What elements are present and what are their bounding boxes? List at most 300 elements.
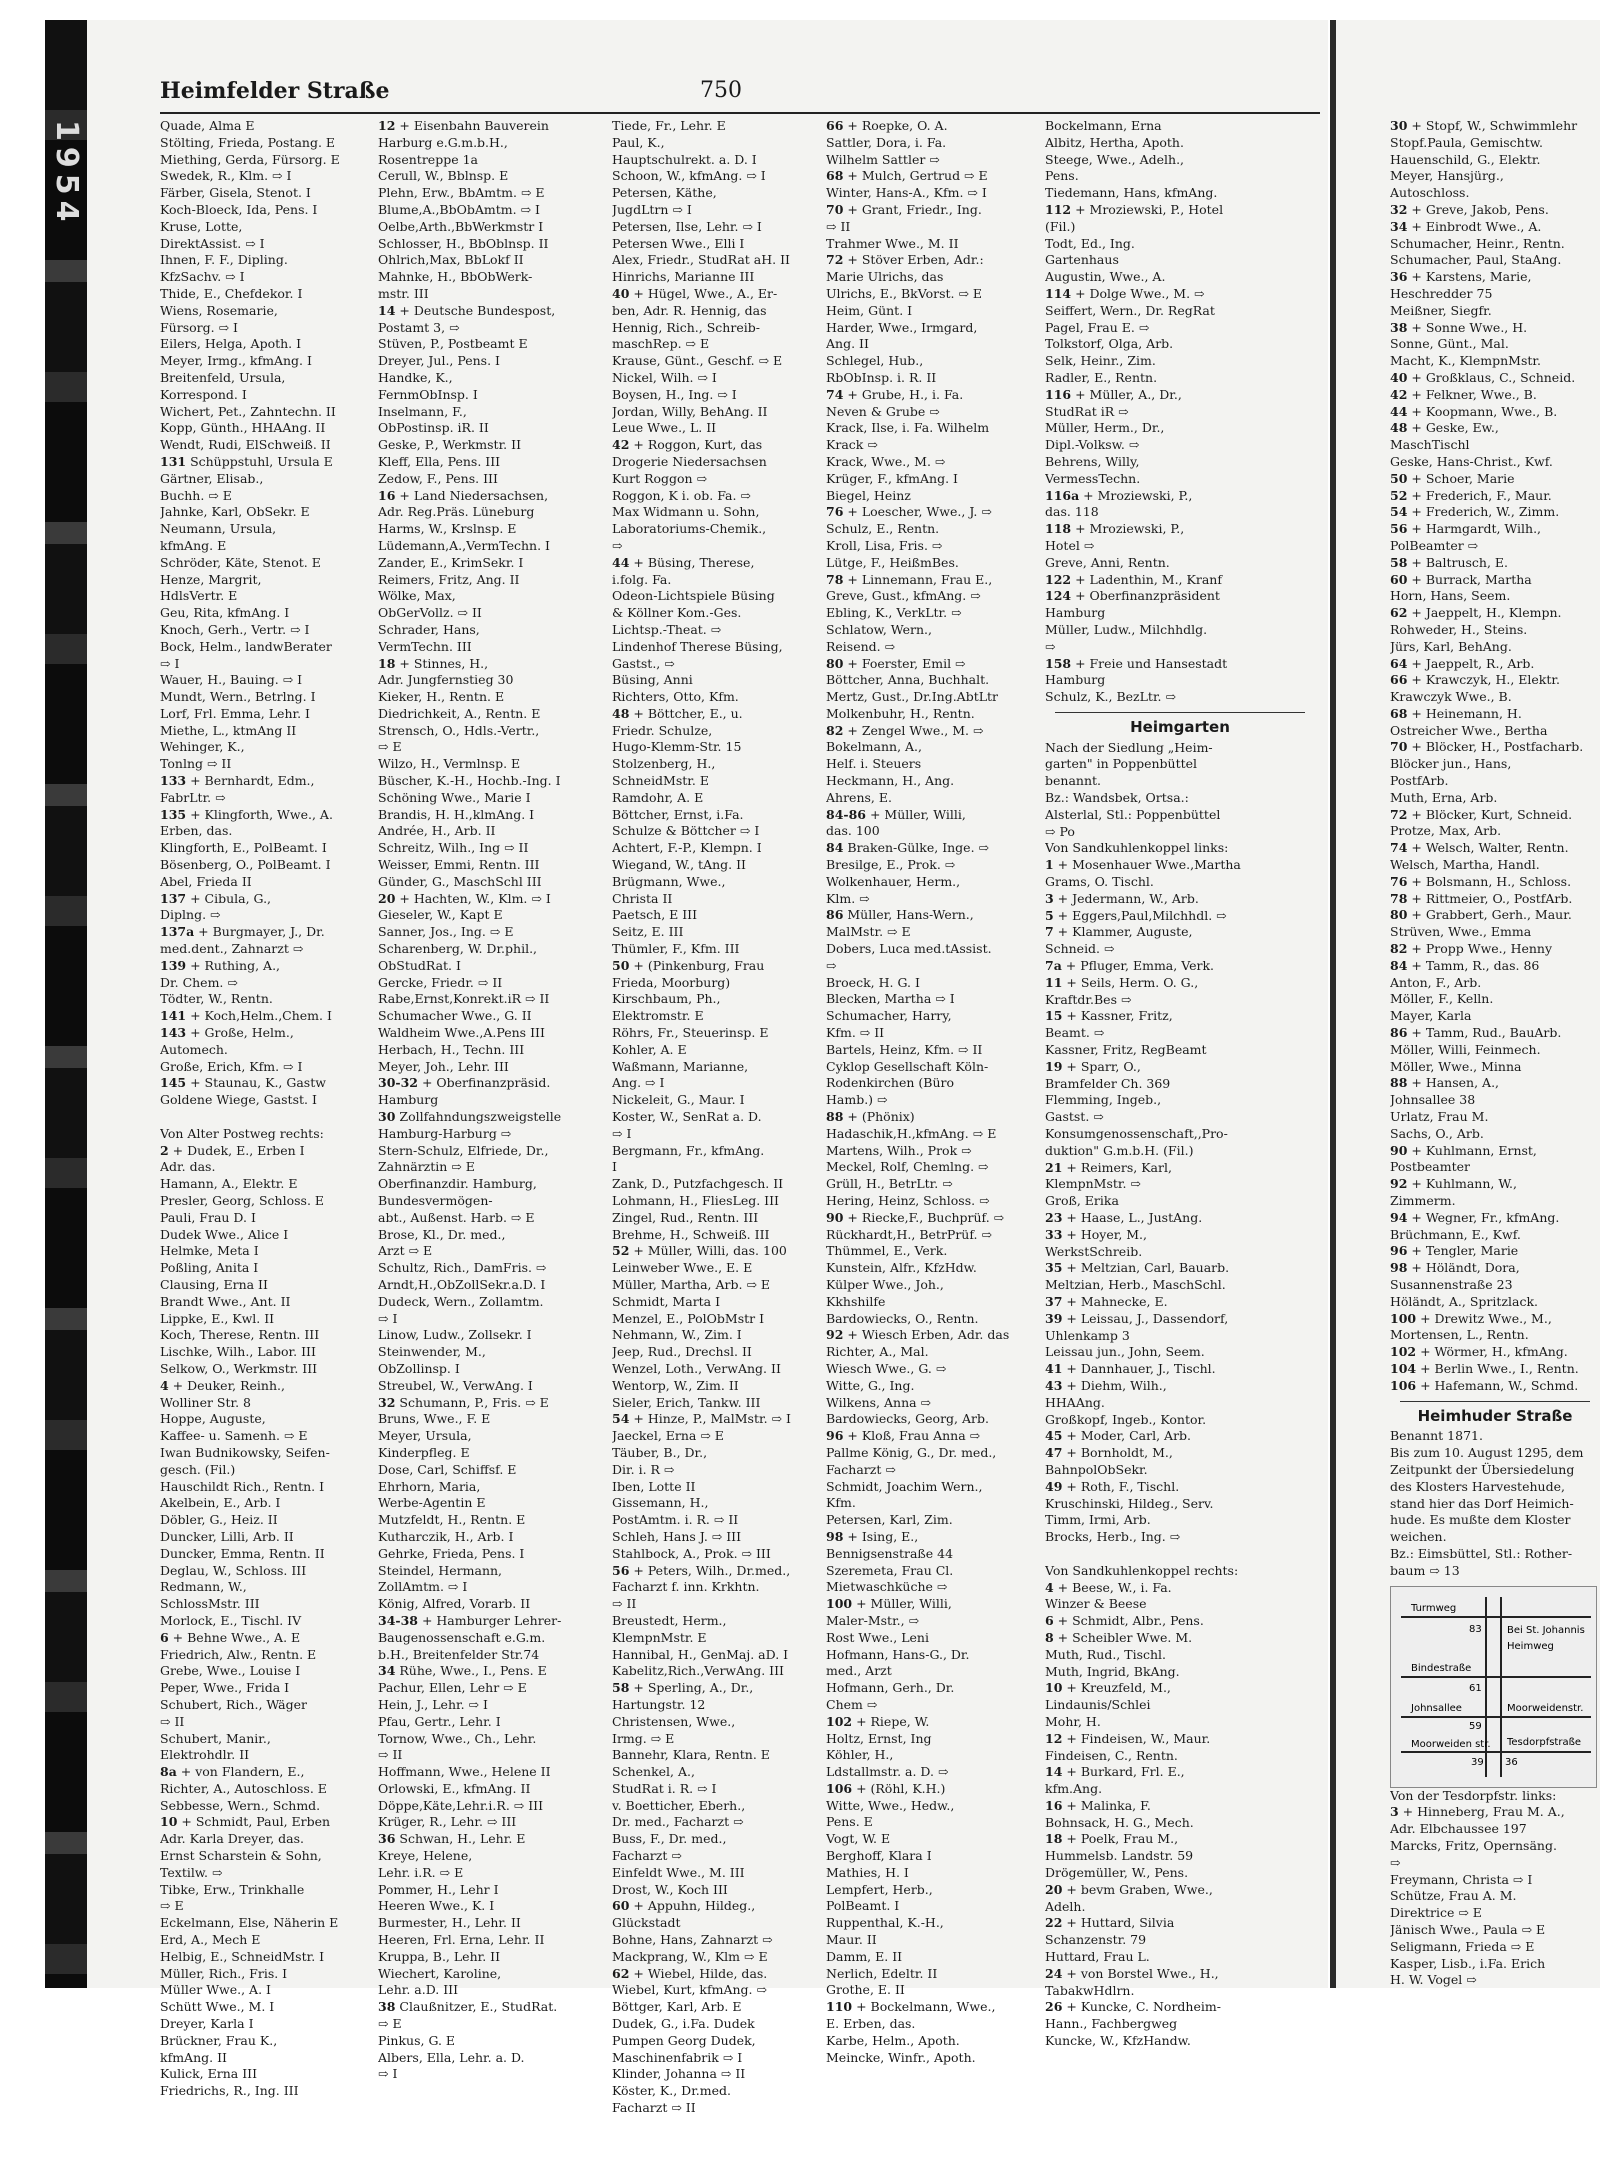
directory-entry: Facharzt f. inn. Krkhtn. — [612, 1579, 760, 1595]
directory-entry: 58 + Baltrusch, E. — [1390, 554, 1509, 570]
directory-entry: Breustedt, Herm., — [612, 1612, 727, 1628]
directory-entry: 32 + Greve, Jakob, Pens. — [1390, 201, 1549, 217]
directory-entry: Brandis, H. H.,klmAng. I — [378, 806, 535, 822]
directory-entry: Schlosser, H., BbOblnsp. II — [378, 235, 549, 251]
directory-entry: Kraftdr.Bes ⇨ — [1045, 991, 1132, 1007]
directory-entry: Direktrice ⇨ E — [1390, 1905, 1482, 1921]
directory-entry: Meyer, Joh., Lehr. III — [378, 1058, 509, 1074]
directory-entry: FabrLtr. ⇨ — [160, 789, 226, 805]
directory-entry: 62 + Wiebel, Hilde, das. — [612, 1965, 768, 1981]
directory-entry: I — [612, 1159, 617, 1175]
directory-entry: Neven & Grube ⇨ — [826, 403, 940, 419]
directory-entry: Schumacher Wwe., G. II — [378, 1008, 532, 1024]
directory-entry: Weisser, Emmi, Rentn. III — [378, 857, 540, 873]
directory-entry: Martens, Wilh., Prok ⇨ — [826, 1142, 972, 1158]
directory-entry: Hamb.) ⇨ — [826, 1092, 888, 1108]
directory-entry: Hoffmann, Wwe., Helene II — [378, 1764, 551, 1780]
directory-entry: Autoschloss. — [1390, 185, 1470, 201]
directory-entry: Swedek, R., Klm. ⇨ I — [160, 168, 292, 184]
map-house-number: 39 — [1471, 1756, 1484, 1768]
directory-entry: Hartungstr. 12 — [612, 1696, 706, 1712]
directory-entry: Gastst. ⇨ — [1045, 1109, 1104, 1125]
directory-entry: 43 + Diehm, Wilh., — [1045, 1377, 1167, 1393]
directory-entry: 106 + (Röhl, K.H.) — [826, 1780, 946, 1796]
directory-entry: Von Sandkuhlenkoppel links: — [1045, 840, 1229, 856]
directory-entry: Muth, Ingrid, BkAng. — [1045, 1663, 1180, 1679]
directory-entry: ⇨ — [1045, 638, 1056, 654]
directory-entry: Streubel, W., VerwAng. I — [378, 1377, 533, 1393]
directory-entry: b.H., Breitenfelder Str.74 — [378, 1646, 540, 1662]
directory-entry: garten" in Poppenbüttel — [1045, 756, 1198, 772]
directory-entry: 23 + Haase, L., JustAng. — [1045, 1210, 1203, 1225]
directory-entry: Linow, Ludw., Zollsekr. I — [378, 1327, 532, 1343]
directory-entry: Protze, Max, Arb. — [1390, 823, 1502, 839]
directory-entry: StudRat iR ⇨ — [1045, 403, 1129, 419]
directory-entry: Paetsch, E III — [612, 907, 698, 923]
directory-entry: Ihnen, F. F., Dipling. — [160, 252, 288, 268]
directory-entry: gesch. (Fil.) — [160, 1461, 236, 1477]
directory-entry: Radler, E., Rentn. — [1045, 369, 1158, 385]
directory-entry: Schulz, E., Rentn. — [826, 521, 940, 537]
directory-entry: Einfeldt Wwe., M. III — [612, 1864, 745, 1880]
directory-entry: Richter, A., Autoschloss. E — [160, 1780, 327, 1796]
directory-entry: Brehme, H., Schweiß. III — [612, 1226, 770, 1242]
directory-entry: Böttcher, Ernst, i.Fa. — [612, 806, 744, 822]
directory-entry: ObZollinsp. I — [378, 1360, 460, 1376]
directory-entry: 116 + Müller, A., Dr., — [1045, 386, 1182, 402]
directory-entry: Maschinenfabrik ⇨ I — [612, 2049, 743, 2065]
directory-entry: Höländt, A., Spritzlack. — [1390, 1293, 1538, 1309]
directory-entry: Lichtsp.-Theat. ⇨ — [612, 621, 722, 637]
directory-entry: 52 + Müller, Willi, das. 100 — [612, 1243, 787, 1259]
directory-entry: Kohler, A. E — [612, 1041, 687, 1057]
directory-entry: Bardowiecks, Georg, Arb. — [826, 1411, 989, 1427]
directory-entry: Erben, das. — [160, 823, 233, 839]
directory-entry: Bz.: Eimsbüttel, Stl.: Rother- — [1390, 1545, 1573, 1561]
directory-entry: Ramdohr, A. E — [612, 789, 704, 805]
directory-entry: Lippke, E., Kwl. II — [160, 1310, 275, 1326]
directory-entry: Jeep, Rud., Drechsl. II — [612, 1344, 752, 1360]
directory-entry: Mahnke, H., BbObWerk- — [378, 269, 533, 285]
directory-entry: Petersen, Käthe, — [612, 185, 717, 201]
directory-entry: Wolkenhauer, Herm., — [826, 873, 961, 889]
directory-entry: weichen. — [1390, 1529, 1447, 1545]
directory-entry: RbObInsp. i. R. II — [826, 369, 937, 385]
directory-entry: SchneidMstr. E — [612, 773, 709, 789]
directory-entry: Kassner, Fritz, RegBeamt — [1045, 1042, 1207, 1058]
directory-entry: 133 + Bernhardt, Edm., — [160, 773, 315, 789]
directory-entry: Nickeleit, G., Maur. I — [612, 1092, 745, 1108]
directory-entry: ⇨ I — [378, 2066, 398, 2082]
directory-entry: Lohmann, H., FliesLeg. III — [612, 1193, 779, 1208]
directory-entry: Müller Wwe., A. I — [160, 1982, 271, 1998]
directory-entry: Diplng. ⇨ — [160, 907, 221, 923]
directory-entry: Duncker, Lilli, Arb. II — [160, 1528, 294, 1544]
directory-entry: Scharenberg, W. Dr.phil., — [378, 941, 538, 957]
directory-entry: Klinder, Johanna ⇨ II — [612, 2066, 746, 2082]
directory-entry: Gercke, Friedr. ⇨ II — [378, 974, 503, 990]
directory-entry: Nerlich, Edeltr. II — [826, 1965, 938, 1981]
directory-entry: Drost, W., Koch III — [612, 1881, 728, 1897]
directory-entry: Böttcher, Anna, Buchhalt. — [826, 672, 990, 688]
directory-entry: Bramfelder Ch. 369 — [1045, 1075, 1171, 1091]
directory-entry: 92 + Kuhlmann, W., — [1390, 1176, 1517, 1192]
directory-entry: Kfm. — [826, 1495, 856, 1511]
directory-entry: Röhrs, Fr., Steuerinsp. E — [612, 1025, 769, 1041]
directory-entry: Zeitpunkt der Übersiedelung — [1390, 1461, 1575, 1477]
directory-entry: Blöcker jun., Hans, — [1390, 756, 1512, 772]
directory-entry: 12 + Eisenbahn Bauverein — [378, 118, 549, 133]
directory-entry: Albers, Ella, Lehr. a. D. — [378, 2049, 525, 2065]
directory-entry: Koster, W., SenRat a. D. — [612, 1109, 762, 1125]
directory-entry: WerkstSchreib. — [1045, 1243, 1143, 1259]
directory-entry: Heschredder 75 — [1390, 285, 1493, 301]
directory-entry: Strüven, Wwe., Emma — [1390, 924, 1532, 940]
directory-entry: Fürsorg. ⇨ I — [160, 319, 238, 335]
directory-entry: 52 + Frederich, F., Maur. — [1390, 487, 1552, 503]
directory-entry: Müller, Ludw., Milchhdlg. — [1045, 621, 1208, 637]
directory-entry: Leinweber Wwe., E. E — [612, 1260, 753, 1276]
directory-entry: SchlossMstr. III — [160, 1596, 260, 1612]
directory-entry: Rückhardt,H., BetrPrüf. ⇨ — [826, 1226, 992, 1242]
directory-entry: Köster, K., Dr.med. — [612, 2083, 731, 2099]
directory-entry: Mundt, Wern., Betrlng. I — [160, 689, 316, 705]
directory-entry: Adr. Reg.Präs. Lüneburg — [378, 504, 535, 520]
directory-entry: 6 + Schmidt, Albr., Pens. — [1045, 1613, 1204, 1629]
directory-entry: Müller, Rich., Fris. I — [160, 1965, 288, 1981]
directory-entry: Hauptschulrekt. a. D. I — [612, 151, 757, 167]
directory-entry: Krüger, R., Lehr. ⇨ III — [378, 1814, 517, 1830]
directory-entry: Ostreicher Wwe., Bertha — [1390, 722, 1548, 738]
directory-entry: Pallme König, G., Dr. med., — [826, 1444, 997, 1460]
directory-entry: 41 + Dannhauer, J., Tischl. — [1045, 1361, 1216, 1377]
directory-entry: Sonne, Günt., Mal. — [1390, 336, 1509, 352]
directory-entry: 49 + Roth, F., Tischl. — [1045, 1478, 1180, 1494]
directory-entry: Lindaunis/Schlei — [1045, 1697, 1151, 1713]
directory-entry: Schumacher, Harry, — [826, 1008, 952, 1024]
directory-entry: Iben, Lotte II — [612, 1478, 696, 1494]
directory-entry: Kleff, Ella, Pens. III — [378, 453, 501, 469]
directory-entry: KlempnMstr. E — [612, 1629, 707, 1645]
directory-entry: Albitz, Hertha, Apoth. — [1045, 134, 1184, 150]
directory-entry: Lütge, F., HeißmBes. — [826, 554, 959, 570]
directory-entry: Flemming, Ingeb., — [1045, 1092, 1162, 1108]
directory-entry: Kurt Roggon ⇨ — [612, 470, 708, 486]
map-street-label: Bindestraße — [1411, 1662, 1472, 1674]
directory-entry: Hann., Fachbergweg — [1045, 2016, 1178, 2032]
directory-entry: 26 + Kuncke, C. Nordheim- — [1045, 1999, 1221, 2015]
directory-entry: 36 Schwan, H., Lehr. E — [378, 1831, 526, 1847]
directory-entry: Hamann, A., Elektr. E — [160, 1176, 298, 1192]
directory-entry: Automech. — [160, 1041, 228, 1057]
directory-entry: Bergmann, Fr., kfmAng. — [612, 1142, 765, 1158]
directory-entry: Adelh. — [1045, 1898, 1086, 1914]
directory-entry: Welsch, Martha, Handl. — [1390, 857, 1540, 873]
directory-entry: das. 100 — [826, 823, 880, 839]
directory-entry: 88 + (Phönix) — [826, 1109, 915, 1125]
directory-entry: HdlsVertr. E — [160, 588, 238, 604]
directory-entry: Bennigsenstraße 44 — [826, 1545, 954, 1561]
directory-entry: Wehinger, K., — [160, 739, 245, 755]
directory-entry: Adr. Karla Dreyer, das. — [160, 1831, 305, 1847]
directory-entry: Jahnke, Karl, ObSekr. E — [160, 504, 310, 520]
directory-entry: Sattler, Dora, i. Fa. — [826, 134, 947, 150]
directory-entry: Hamburg — [1045, 605, 1106, 621]
directory-entry: 60 + Appuhn, Hildeg., — [612, 1898, 756, 1914]
directory-entry: Schumacher, Paul, StaAng. — [1390, 252, 1562, 268]
directory-entry: Hoppe, Auguste, — [160, 1411, 266, 1427]
map-street-label: Turmweg — [1411, 1602, 1457, 1614]
directory-entry: 19 + Sparr, O., — [1045, 1058, 1141, 1074]
directory-entry: ⇨ I — [612, 1125, 632, 1141]
directory-entry: Gastst., ⇨ — [612, 655, 675, 671]
directory-entry — [1045, 1546, 1315, 1563]
directory-entry: Miethe, L., ktmAng II — [160, 722, 297, 738]
directory-entry: Meckel, Rolf, Chemlng. ⇨ — [826, 1159, 989, 1175]
directory-entry: Brocks, Herb., Ing. ⇨ — [1045, 1529, 1181, 1545]
directory-entry: Grüll, H., BetrLtr. ⇨ — [826, 1176, 953, 1192]
directory-entry: Bartels, Heinz, Kfm. ⇨ II — [826, 1041, 983, 1057]
directory-entry: 8 + Scheibler Wwe. M. — [1045, 1629, 1193, 1645]
directory-entry: Ldstallmstr. a. D. ⇨ — [826, 1764, 949, 1780]
directory-entry: StudRat i. R. ⇨ I — [612, 1780, 717, 1796]
directory-entry: Heeren, Frl. Erna, Lehr. II — [378, 1932, 545, 1948]
directory-entry: 106 + Hafemann, W., Schmd. — [1390, 1377, 1579, 1393]
directory-entry: Meyer, Ursula, — [378, 1428, 472, 1444]
directory-entry: Hofmann, Hans-G., Dr. — [826, 1646, 970, 1662]
directory-entry: VermTechn. III — [378, 638, 472, 654]
directory-entry: Schleh, Hans J. ⇨ III — [612, 1528, 742, 1544]
directory-entry: Huttard, Frau L. — [1045, 1949, 1150, 1965]
directory-entry: Vogt, W. E — [826, 1831, 891, 1847]
directory-entry: Krack, Wwe., M. ⇨ — [826, 453, 946, 469]
directory-entry: Wauer, H., Bauing. ⇨ I — [160, 672, 303, 688]
directory-entry: Sieler, Erich, Tankw. III — [612, 1394, 761, 1410]
directory-entry: Dose, Carl, Schiffsf. E — [378, 1461, 517, 1477]
directory-entry: Büscher, K.-H., Hochb.-Ing. I — [378, 773, 561, 789]
directory-entry: Pinkus, G. E — [378, 2032, 456, 2048]
directory-entry: Pens. — [1045, 168, 1079, 184]
directory-entry: 42 + Roggon, Kurt, das — [612, 437, 763, 453]
directory-entry: Schrader, Hans, — [378, 621, 480, 637]
directory-entry: Döppe,Käte,Lehr.i.R. ⇨ III — [378, 1797, 544, 1813]
directory-entry: Bokelmann, A., — [826, 739, 923, 755]
directory-entry: Winzer & Beese — [1045, 1596, 1147, 1612]
directory-entry: Rodenkirchen (Büro — [826, 1075, 955, 1091]
directory-entry: Gehrke, Frieda, Pens. I — [378, 1545, 525, 1561]
directory-entry: v. Boetticher, Eberh., — [612, 1797, 746, 1813]
directory-entry: Ruppenthal, K.-H., — [826, 1915, 944, 1931]
directory-entry: Ohlrich,Max, BbLokf II — [378, 252, 524, 268]
directory-entry: ⇨ I — [160, 655, 180, 671]
directory-entry: Harburg e.G.m.b.H., — [378, 134, 508, 150]
directory-entry: Arzt ⇨ E — [378, 1243, 433, 1259]
directory-entry: Neumann, Ursula, — [160, 521, 277, 537]
directory-entry: Marie Ulrichs, das — [826, 269, 944, 285]
directory-entry: Maur. II — [826, 1932, 877, 1948]
directory-entry: Stüven, P., Postbeamt E — [378, 336, 528, 352]
directory-entry: Goldene Wiege, Gastst. I — [160, 1092, 317, 1108]
directory-entry: Helbig, E., SchneidMstr. I — [160, 1948, 325, 1964]
directory-entry: 72 + Blöcker, Kurt, Schneid. — [1390, 806, 1573, 822]
directory-entry: 84 + Tamm, R., das. 86 — [1390, 957, 1540, 973]
map-street-label: Tesdorpfstraße — [1507, 1736, 1582, 1748]
directory-entry: Bresilge, E., Prok. ⇨ — [826, 857, 956, 873]
directory-entry: 68 + Heinemann, H. — [1390, 705, 1522, 721]
directory-entry: Stopf.Paula, Gemischtw. — [1390, 134, 1543, 150]
page-header — [160, 76, 1320, 114]
directory-entry: ⇨ II — [160, 1713, 185, 1729]
directory-entry: Molkenbuhr, H., Rentn. — [826, 705, 975, 721]
directory-entry: Hinrichs, Marianne III — [612, 269, 755, 285]
directory-entry: 80 + Foerster, Emil ⇨ — [826, 655, 966, 671]
directory-entry: 34 + Einbrodt Wwe., A. — [1390, 218, 1542, 234]
directory-entry: Schenkel, A., — [612, 1764, 695, 1780]
directory-entry: Wilzo, H., Vermlnsp. E — [378, 756, 521, 772]
directory-entry — [160, 1109, 370, 1126]
directory-entry: Henze, Margrit, — [160, 571, 262, 587]
directory-entry: 39 + Leissau, J., Dassendorf, — [1045, 1310, 1229, 1326]
directory-entry: TabakwHdlrn. — [1045, 1982, 1135, 1998]
street-map — [1390, 1586, 1597, 1788]
map-house-number: 61 — [1469, 1682, 1482, 1694]
directory-entry: 137a + Burgmayer, J., Dr. — [160, 924, 325, 940]
directory-entry: Irmg. ⇨ E — [612, 1730, 675, 1746]
directory-entry: Krack ⇨ — [826, 437, 878, 453]
directory-entry: (Fil.) — [1045, 218, 1076, 234]
directory-entry: Lindenhof Therese Büsing, — [612, 638, 783, 654]
directory-entry: Broeck, H. G. I — [826, 974, 920, 990]
directory-entry: Kinderpfleg. E — [378, 1444, 470, 1460]
directory-entry: 96 + Tengler, Marie — [1390, 1243, 1519, 1259]
directory-entry: 86 + Tamm, Rud., BauArb. — [1390, 1025, 1562, 1041]
directory-entry: Susannenstraße 23 — [1390, 1276, 1513, 1292]
directory-entry: Pommer, H., Lehr I — [378, 1881, 499, 1897]
directory-entry: Lischke, Wilh., Labor. III — [160, 1344, 316, 1360]
directory-entry: mstr. III — [378, 285, 429, 301]
directory-entry: Hering, Heinz, Schloss. ⇨ — [826, 1193, 990, 1208]
directory-entry: Findeisen, C., Rentn. — [1045, 1747, 1178, 1763]
directory-entry: Korrespond. I — [160, 386, 247, 402]
directory-entry: Holtz, Ernst, Ing — [826, 1730, 932, 1746]
directory-entry: 74 + Welsch, Walter, Rentn. — [1390, 840, 1569, 856]
directory-entry: Wendt, Rudi, ElSchweiß. II — [160, 437, 331, 453]
directory-entry: Alex, Friedr., StudRat aH. II — [612, 252, 790, 268]
directory-entry: Menzel, E., PolObMstr I — [612, 1310, 765, 1326]
directory-entry: Wiegand, W., tAng. II — [612, 857, 746, 873]
directory-entry: ⇨ E — [378, 2016, 402, 2032]
directory-entry: Dudek, G., i.Fa. Dudek — [612, 2016, 755, 2032]
directory-entry: ⇨ II — [826, 218, 851, 234]
directory-entry: 47 + Bornholdt, M., — [1045, 1445, 1173, 1461]
directory-entry: Todt, Ed., Ing. — [1045, 235, 1135, 251]
directory-entry: Külper Wwe., Joh., — [826, 1276, 944, 1292]
directory-entry: Tornow, Wwe., Ch., Lehr. — [378, 1730, 537, 1746]
section-heading: Heimgarten — [1130, 717, 1230, 736]
directory-entry: Dr. med., Facharzt ⇨ — [612, 1814, 744, 1830]
directory-entry: Jaeckel, Erna ⇨ E — [612, 1428, 724, 1444]
directory-entry: Marcks, Fritz, Opernsäng. — [1390, 1837, 1557, 1853]
directory-entry: ObStudRat. I — [378, 957, 461, 973]
directory-entry: Presler, Georg, Schloss. E — [160, 1193, 325, 1208]
directory-entry: Brückner, Frau K., — [160, 2032, 278, 2048]
directory-entry: ⇨ II — [378, 1747, 403, 1763]
directory-entry: Waßmann, Marianne, — [612, 1058, 749, 1074]
directory-entry: Poßling, Anita I — [160, 1260, 259, 1276]
directory-entry: Hadaschik,H.,kfmAng. ⇨ E — [826, 1125, 997, 1141]
directory-entry: Büsing, Anni — [612, 672, 693, 688]
directory-entry: Meyer, Hansjürg., — [1390, 168, 1504, 184]
directory-entry: Schütt Wwe., M. I — [160, 1999, 275, 2015]
directory-entry: 37 + Mahnecke, E. — [1045, 1293, 1168, 1309]
directory-entry: 36 + Karstens, Marie, — [1390, 269, 1532, 285]
directory-entry: Bruns, Wwe., F. E — [378, 1411, 491, 1427]
directory-entry: abt., Außenst. Harb. ⇨ E — [378, 1209, 535, 1225]
directory-entry: 2 + Dudek, E., Erben I — [160, 1142, 305, 1158]
directory-entry: Dobers, Luca med.tAssist. — [826, 941, 992, 957]
directory-entry: Glückstadt — [612, 1915, 681, 1931]
directory-entry: Arndt,H.,ObZollSekr.a.D. I — [378, 1276, 546, 1292]
directory-entry: 44 + Büsing, Therese, — [612, 554, 755, 570]
directory-entry: Meyer, Irmg., kfmAng. I — [160, 353, 312, 369]
directory-entry: Strensch, O., Hdls.-Vertr., — [378, 722, 540, 738]
directory-entry: Krüger, F., kfmAng. I — [826, 470, 958, 486]
directory-entry: Nehmann, W., Zim. I — [612, 1327, 742, 1343]
directory-entry: Dipl.-Volksw. ⇨ — [1045, 437, 1140, 453]
directory-entry: 1 + Mosenhauer Wwe.,Martha — [1045, 857, 1241, 873]
directory-entry: Peper, Wwe., Frida I — [160, 1680, 290, 1696]
directory-entry: Krawczyk Wwe., B. — [1390, 689, 1512, 705]
directory-entry: Witte, G., Ing. — [826, 1377, 915, 1393]
directory-entry: Lüdemann,A.,VermTechn. I — [378, 537, 550, 553]
directory-entry: 100 + Müller, Willi, — [826, 1596, 952, 1612]
directory-entry: Facharzt ⇨ — [826, 1461, 896, 1477]
directory-entry: 24 + von Borstel Wwe., H., — [1045, 1965, 1219, 1981]
directory-entry: Dudeck, Wern., Zollamtm. — [378, 1293, 544, 1309]
directory-entry: ⇨ I — [378, 1310, 398, 1326]
directory-entry: 76 + Loescher, Wwe., J. ⇨ — [826, 504, 992, 520]
map-street-label: Moorweidenstr. — [1507, 1702, 1584, 1714]
directory-entry: Wölke, Max, — [378, 588, 456, 604]
directory-entry: Behrens, Willy, — [1045, 453, 1140, 469]
directory-entry: Schröder, Käte, Stenot. E — [160, 554, 321, 570]
directory-entry: Kaffee- u. Samenh. ⇨ E — [160, 1428, 308, 1444]
directory-entry: Muth, Erna, Arb. — [1390, 789, 1498, 805]
directory-entry: maschRep. ⇨ E — [612, 336, 710, 352]
directory-entry: Szeremeta, Frau Cl. — [826, 1562, 954, 1578]
directory-entry: Mietwaschküche ⇨ — [826, 1579, 948, 1595]
directory-entry: E. Erben, das. — [826, 2016, 916, 2032]
directory-entry: benannt. — [1045, 773, 1101, 789]
directory-entry: Ahrens, E. — [826, 789, 892, 805]
directory-entry: 90 + Kuhlmann, Ernst, — [1390, 1142, 1537, 1158]
directory-entry: PostAmtm. i. R. ⇨ II — [612, 1512, 739, 1528]
directory-entry: Rabe,Ernst,Konrekt.iR ⇨ II — [378, 991, 550, 1007]
directory-entry: Brügmann, Wwe., — [612, 873, 726, 889]
directory-entry: Klm. ⇨ — [826, 890, 870, 906]
directory-entry: Pagel, Frau E. ⇨ — [1045, 319, 1150, 335]
directory-entry: Von Alter Postweg rechts: — [160, 1125, 324, 1141]
directory-entry: 62 + Jaeppelt, H., Klempn. — [1390, 605, 1562, 621]
directory-entry: ⇨ E — [160, 1898, 184, 1914]
directory-entry: Heckmann, H., Ang. — [826, 773, 955, 789]
directory-entry: Bis zum 10. August 1295, dem — [1390, 1445, 1584, 1461]
directory-entry: 86 Müller, Hans-Wern., — [826, 907, 974, 923]
directory-entry: & Köllner Kom.-Ges. — [612, 605, 742, 621]
directory-entry: Pauli, Frau D. I — [160, 1209, 256, 1225]
directory-entry: Macht, K., KlempnMstr. — [1390, 353, 1541, 369]
directory-entry: 56 + Peters, Wilh., Dr.med., — [612, 1562, 791, 1578]
